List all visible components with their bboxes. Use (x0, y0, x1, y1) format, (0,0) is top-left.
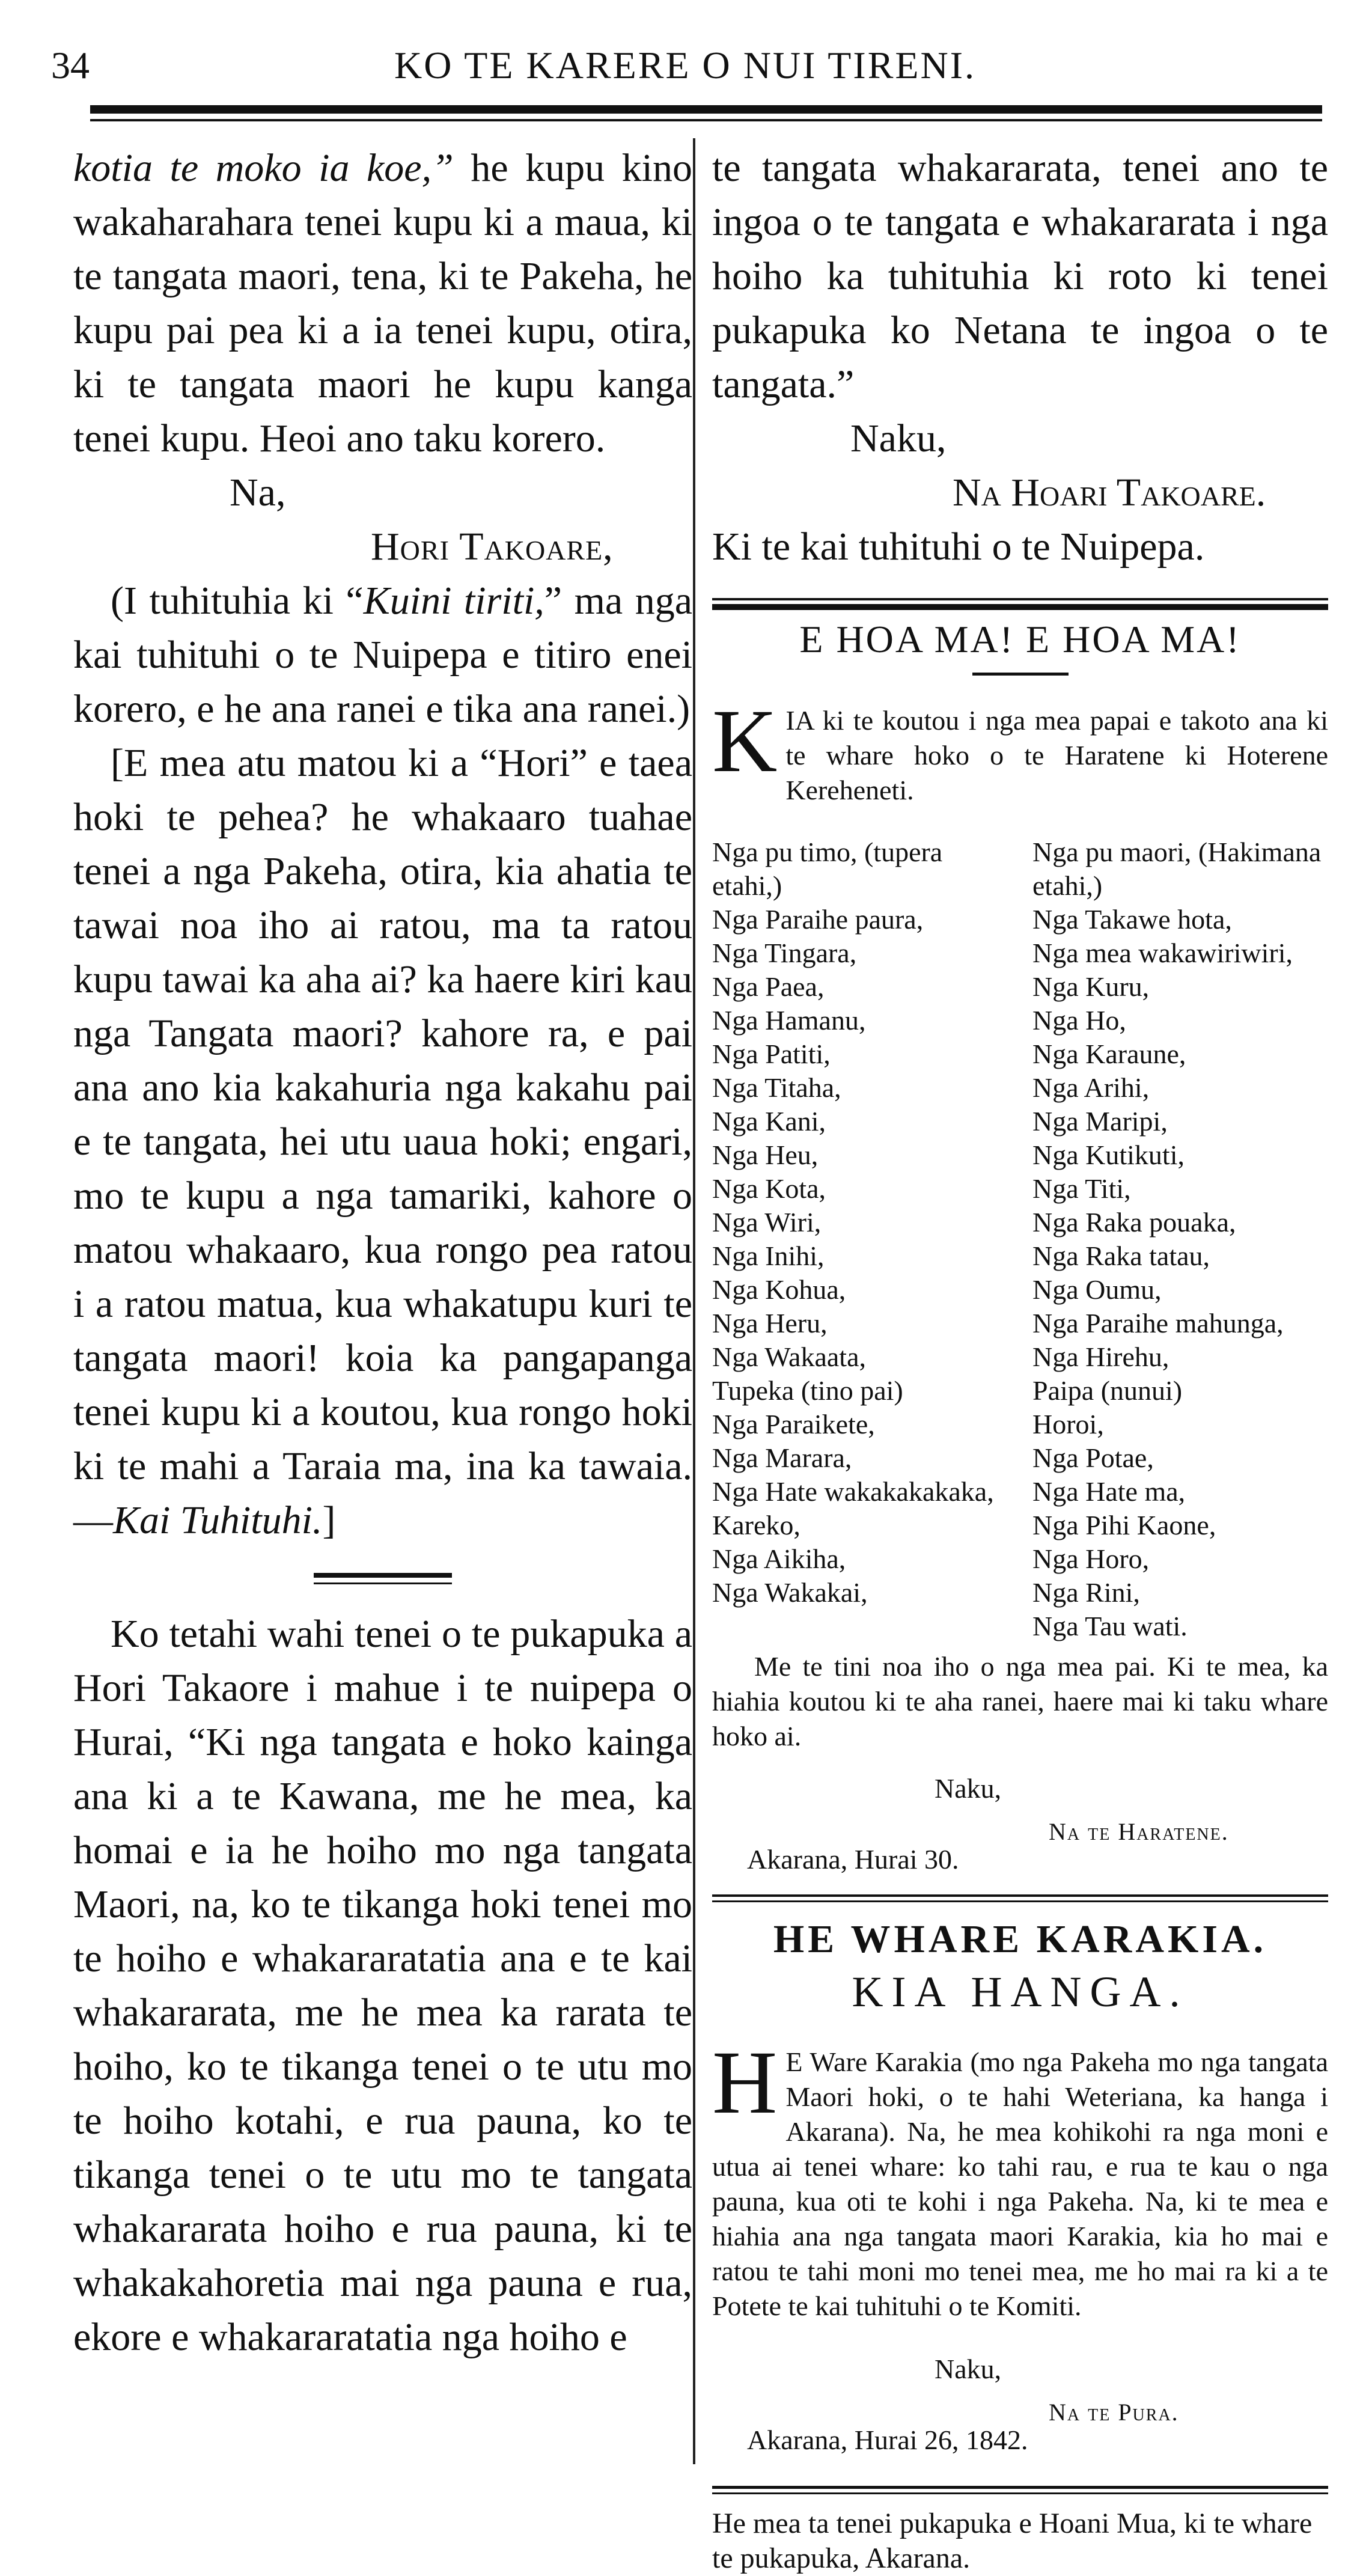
advert-title: E HOA MA! E HOA MA! (799, 618, 1241, 661)
header-rule-thick (90, 105, 1322, 114)
column-divider (693, 138, 695, 2464)
goods-item: Nga Horo, (1032, 1543, 1150, 1574)
header-rule-thin (90, 119, 1322, 121)
goods-item: Nga Takawe hota, (1032, 904, 1232, 935)
goods-item: Nga Kuru, (1032, 971, 1150, 1002)
excerpt-addressee: Ki te kai tuhituhi o te Nuipepa. (712, 525, 1205, 569)
excerpt-naku: Naku, (850, 417, 947, 460)
goods-item: Nga Hamanu, (712, 1005, 866, 1036)
goods-item: Nga Paraihe paura, (712, 904, 924, 935)
goods-item: Nga Patiti, (712, 1039, 831, 1069)
goods-item: Nga Inihi, (712, 1241, 825, 1271)
goods-item: Nga Oumu, (1032, 1274, 1162, 1305)
printer-imprint: He mea ta tenei pukapuka e Hoani Mua, ki te whare te pukapuka, Akarana. (712, 2507, 1313, 2574)
goods-item: Kareko, (712, 1510, 800, 1540)
page-number: 34 (51, 44, 90, 87)
goods-item: Nga Tingara, (712, 938, 857, 968)
advert-haratene (712, 617, 1328, 1876)
goods-item: Nga Potae, (1032, 1442, 1154, 1473)
advert-place-date: Akarana, Hurai 30. (747, 1844, 959, 1875)
letter-sign-na: Na, (230, 471, 286, 514)
editor-signature: Kai Tuhituhi. (113, 1498, 323, 1542)
goods-list-a (712, 835, 1008, 1643)
advert2-place-date: Akarana, Hurai 26, 1842. (747, 2425, 1028, 2455)
goods-item: Nga Titi, (1032, 1173, 1131, 1204)
paren-italic: Kuini tiriti, (363, 579, 544, 623)
goods-item: Nga Kohua, (712, 1274, 846, 1305)
letter-text: he kupu kino wakaharahara tenei kupu ki a maua, ki te tangata maori, tena, ki te Pakeha, he kupu pai pea ki a ia tenei kupu, otira, ki te tangata maori he kupu kanga tenei kupu. Heoi ano taku korero. (73, 146, 693, 460)
advert-headline: HE WHARE KARAKIA. (773, 1917, 1267, 1961)
advert-subhead: KIA HANGA. (852, 1968, 1189, 2016)
editor-note (73, 736, 692, 1548)
goods-item: Nga Tau wati. (1032, 1611, 1188, 1641)
goods-item: Nga pu timo, (tupera etahi,) (712, 837, 943, 901)
goods-item: Nga Hate wakakakakaka, (712, 1476, 994, 1507)
advert-closing: Me te tini noa iho o nga mea pai. Ki te mea, ka hiahia koutou ki te aha ranei, haere mai ki taku whare hoko ai. (712, 1651, 1328, 1751)
advert-signer: Na te Haratene. (1049, 1818, 1229, 1845)
advert-title-bar (972, 673, 1069, 676)
goods-item: Nga Maripi, (1032, 1106, 1168, 1137)
goods-item: Nga Heu, (712, 1140, 819, 1170)
letter-paragraph (73, 141, 692, 466)
dropcap-h: H (712, 2033, 778, 2132)
editor-close-bracket: ] (322, 1498, 336, 1542)
goods-list-b (1032, 835, 1328, 1643)
goods-item: Nga Heru, (712, 1308, 828, 1338)
goods-lists (712, 835, 1328, 1643)
goods-item: Paipa (nunui) (1032, 1375, 1183, 1406)
page-header (51, 43, 1319, 97)
advert-body (712, 2033, 1328, 2324)
goods-item: Nga pu maori, (Hakimana etahi,) (1032, 837, 1322, 901)
goods-item: Nga Ho, (1032, 1005, 1126, 1036)
goods-item: Nga Rini, (1032, 1577, 1140, 1608)
editor-note-text: [E mea atu matou ki a “Hori” e taea hoki te pehea? he whakaaro tuahae tenei a nga Pakeha, otira, kia ahatia te tawai noa iho ai ratou, ma ta ratou kupu tawai ka aha ai? ka haere kiri kau nga Tangata maori? kahore ra, e pai ana ano kia kakahuria nga kakahu pai e te tangata, hei utu uaua hoki; engari, mo te kupu a nga tamariki, kahore o matou whakaaro, kua rongo pea ratou i a ratou matua, kua whakatupu kuri te tangata maori! koia ka pangapanga tenei kupu ki a koutou, kua rongo hoki ki te mahi a Taraia ma, ina ka tawaia.— (73, 741, 692, 1542)
goods-item: Nga Wiri, (712, 1207, 822, 1238)
goods-item: Tupeka (tino pai) (712, 1375, 903, 1406)
advert-intro (712, 691, 1328, 808)
goods-item: Nga Wakakai, (712, 1577, 868, 1608)
goods-item: Nga Pihi Kaone, (1032, 1510, 1216, 1540)
advert-body-text: E Ware Karakia (mo nga Pakeha mo nga tangata Maori hoki, o te hahi Weteriana, ka hanga i Akarana). Na, he mea kohikohi ra nga moni e utua ai tenei whare: ko tahi rau, e rua te kau o nga pauna, kua oti te kohi i nga Pakeha. Na, ki te mea e hiahia ana nga tangata maori Karakia, kia ho mai e ratou te tahi moni mo tenei mea, me ho mai ra ki a te Potete te kai tuhituhi o te Komiti. (712, 2046, 1328, 2321)
letter-signer: Hori Takoare, (371, 525, 614, 569)
left-column (73, 141, 692, 2364)
letter-quote-italic: kotia te moko ia koe,” (73, 146, 454, 190)
paren-text-1: (I tuhituhia ki “ (111, 579, 364, 623)
goods-item: Nga Paraikete, (712, 1409, 875, 1439)
goods-item: Nga Paea, (712, 971, 825, 1002)
ad-separator-2 (712, 1894, 1328, 1902)
footer-rule (712, 2486, 1328, 2494)
goods-item: Nga Paraihe mahunga, (1032, 1308, 1284, 1338)
goods-item: Nga Hirehu, (1032, 1341, 1169, 1372)
advert-intro-text: IA ki te koutou i nga mea papai e takoto ana ki te whare hoko o te Haratene ki Hoterene Kereheneti. (785, 705, 1328, 805)
letter-excerpt: Ko tetahi wahi tenei o te pukapuka a Hori Takaore i mahue i te nuipepa o Hurai, “Ki nga tangata e hoko kainga ana ki a te Kawana, me he mea, ka homai e ia he hoiho mo nga tangata Maori, na, ko te tikanga hoki tenei mo te hoiho e whakararatatia ana e te kai whakararata, me he mea ka rarata te hoiho, ko te tikanga tenei o te utu mo te hoiho kotahi, e rua pauna, ko te tikanga tenei o te utu mo te tangata whakararata hoiho e rua pauna, ki te whakakahoretia mai nga pauna e rua, ekore e whakararatatia nga hoiho e (73, 1612, 692, 2359)
goods-item: Nga Karaune, (1032, 1039, 1186, 1069)
goods-item: Nga Kutikuti, (1032, 1140, 1185, 1170)
goods-item: Nga Raka tatau, (1032, 1241, 1210, 1271)
goods-item: Nga Raka pouaka, (1032, 1207, 1236, 1238)
goods-item: Horoi, (1032, 1409, 1104, 1439)
parenthetical-note (73, 574, 692, 736)
goods-item: Nga Marara, (712, 1442, 852, 1473)
advert-naku: Naku, (935, 1773, 1002, 1804)
advert-whare-karakia (712, 1917, 1328, 2457)
goods-item: Nga mea wakawiriwiri, (1032, 938, 1293, 968)
goods-item: Nga Kota, (712, 1173, 826, 1204)
goods-item: Nga Aikiha, (712, 1543, 846, 1574)
excerpt-continuation: te tangata whakararata, tenei ano te ingoa o te tangata e whakararata i nga hoiho ka tuhituhia ki roto ki tenei pukapuka ko Netana te ingoa o te tangata.” (712, 146, 1328, 406)
goods-item: Nga Hate ma, (1032, 1476, 1186, 1507)
advert2-signer: Na te Pura. (1049, 2399, 1179, 2426)
advert2-naku: Naku, (935, 2354, 1002, 2384)
section-separator (314, 1573, 452, 1584)
goods-item: Nga Kani, (712, 1106, 826, 1137)
goods-item: Nga Wakaata, (712, 1341, 866, 1372)
right-column (712, 141, 1328, 2576)
paren-text-2: ” ma nga kai tuhituhi o te Nuipepa e titiro enei korero, e he ana ranei e tika ana ranei.) (73, 579, 692, 731)
ad-separator-1 (712, 598, 1328, 610)
dropcap-k: K (712, 691, 778, 791)
newspaper-title: KO TE KARERE O NUI TIRENI. (394, 44, 976, 87)
goods-item: Nga Arihi, (1032, 1072, 1150, 1103)
excerpt-signer: Na Hoari Takoare. (953, 471, 1266, 514)
goods-item: Nga Titaha, (712, 1072, 841, 1103)
